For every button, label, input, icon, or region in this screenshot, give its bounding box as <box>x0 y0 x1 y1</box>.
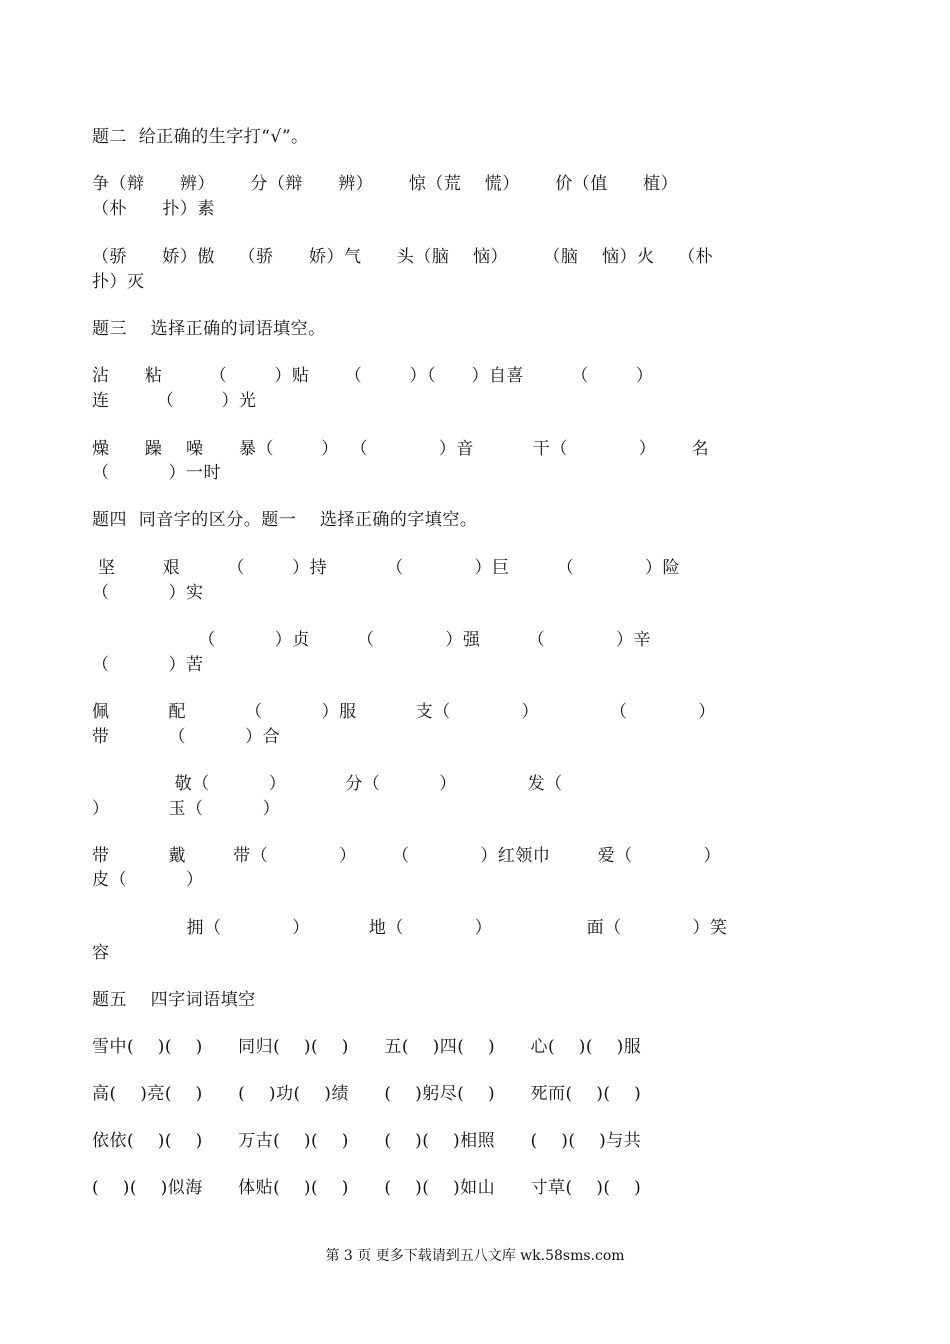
q4-line-1: 坚 艰 （ ）持 （ ）巨 （ ）险 <box>92 558 681 578</box>
q5-line-1: 雪中( )( ) 同归( )( ) 五( )四( ) 心( )( )服 <box>92 1037 642 1057</box>
q4-line-8: ） 玉（ ） <box>92 799 281 819</box>
q2-line-2: （朴 扑）素 <box>92 199 215 219</box>
q4-line-10: 皮（ ） <box>92 870 204 890</box>
page-footer: 第 3 页 更多下载请到五八文库 wk.58sms.com <box>325 1248 625 1264</box>
q4-line-11: 拥（ ） 地（ ） 面（ ）笑 <box>92 918 728 938</box>
q4-line-12: 容 <box>92 943 110 963</box>
q5-line-4: ( )( )似海 体贴( )( ) ( )( )如山 寸草( )( ) <box>92 1178 642 1198</box>
section-title-q2: 题二 给正确的生字打“√”。 <box>92 127 309 147</box>
section-title-q4: 题四 同音字的区分。题一 选择正确的字填空。 <box>92 510 478 530</box>
q5-line-2: 高( )亮( ) ( )功( )绩 ( )躬尽( ) 死而( )( ) <box>92 1084 642 1104</box>
q3-line-1: 沾 粘 （ ）贴 （ ）（ ）自喜 （ ） <box>92 366 654 386</box>
q5-line-3: 依依( )( ) 万古( )( ) ( )( )相照 ( )( )与共 <box>92 1131 642 1151</box>
q4-line-7: 敬（ ） 分（ ） 发（ <box>92 774 563 794</box>
q2-line-4: 扑）灭 <box>92 272 145 292</box>
q2-line-1: 争（辩 辨） 分（辩 辨） 惊（荒 慌） 价（值 植） <box>92 174 679 194</box>
q4-line-9: 带 戴 带（ ） （ ）红领巾 爱（ ） <box>92 846 721 866</box>
q3-line-4: （ ）一时 <box>92 463 222 483</box>
q4-line-5: 佩 配 （ ）服 支（ ） （ ） <box>92 702 716 722</box>
q4-line-2: （ ）实 <box>92 583 204 603</box>
q4-line-6: 带 （ ）合 <box>92 727 281 747</box>
section-title-q5: 题五 四字词语填空 <box>92 990 256 1010</box>
section-title-q3: 题三 选择正确的词语填空。 <box>92 319 326 339</box>
q4-line-3: （ ）贞 （ ）强 （ ）辛 <box>92 630 651 650</box>
q3-line-2: 连 （ ）光 <box>92 391 257 411</box>
q4-line-4: （ ）苦 <box>92 655 204 675</box>
q2-line-3: （骄 娇）傲 （骄 娇）气 头（脑 恼） （脑 恼）火 （朴 <box>92 247 714 267</box>
q3-line-3: 燥 躁 噪 暴（ ） （ ）音 干（ ） 名 <box>92 439 710 459</box>
